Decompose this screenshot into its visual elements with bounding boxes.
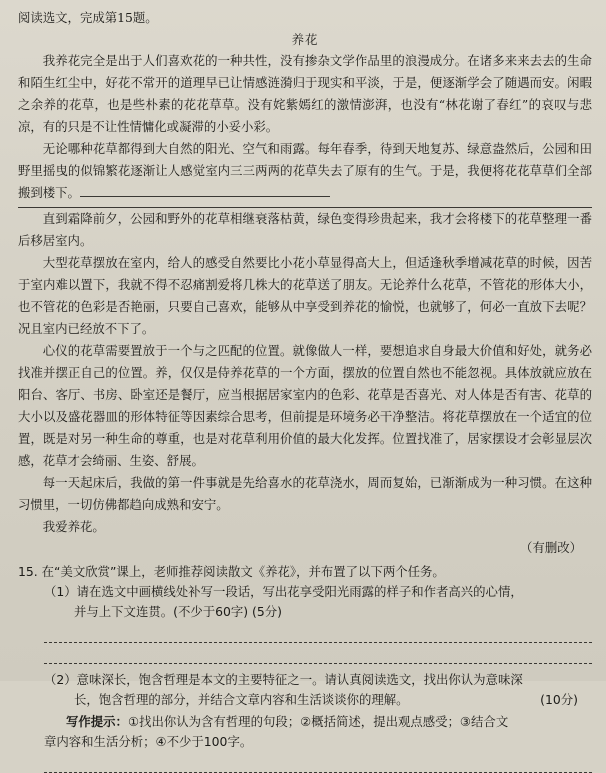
- task-2-line-2: 长，饱含哲理的部分，并结合文章内容和生活谈谈你的理解。: [74, 692, 409, 707]
- task-1: [18, 582, 592, 622]
- source-note: （有删改）: [520, 540, 582, 555]
- reading-instruction: 阅读选文，完成第15题。: [18, 10, 158, 25]
- essay-paragraph-4: 大型花草摆放在室内，给人的感受自然要比小花小草显得高大上，但适逢秋季增减花草的时候，因苦于室内难以置下，我就不得不忍痛割爱将几株大的花草送了朋友。无论养什么花草，不管花的形体大小，也不管花的色彩是否艳丽，只要自己喜欢，能够从中享受到养花的愉悦，也就够了，何必一直放下去呢？况且室内已经放不下了。: [18, 255, 592, 336]
- essay-paragraph-2: [18, 138, 592, 204]
- essay-paragraph-3: 直到霜降前夕，公园和野外的花草相继衰落枯黄，绿色变得珍贵起来，我才会将楼下的花草整理一番后移居室内。: [18, 211, 592, 248]
- task-2: [18, 670, 592, 710]
- task-2-line-2-wrap: [44, 690, 592, 710]
- task-2-line-1: （2）意味深长，饱含哲理是本文的主要特征之一。请认真阅读选文，找出你认为意味深: [44, 672, 523, 687]
- essay-paragraph-2-text: 无论哪种花草都得到大自然的阳光、空气和雨露。每年春季，待到天地复苏、绿意盎然后，公园和田野里摇曳的似锦繁花逐渐让人感觉室内三三两两的花草失去了原有的生气。于是，我便将花花草草们全部搬到楼下。: [18, 141, 592, 200]
- fill-in-blank-inline[interactable]: [80, 184, 330, 197]
- essay-title: 养花: [291, 32, 319, 47]
- writing-hint-line-2: 章内容和生活分析；④不少于100字。: [44, 734, 253, 749]
- essay-paragraph-6: 每一天起床后，我做的第一件事就是先给喜水的花草浇水，周而复始，已渐渐成为一种习惯。在这种习惯里，一切仿佛都趋向成熟和安宁。: [18, 475, 592, 512]
- task-2-points: (10分): [540, 692, 578, 707]
- task-1-answer-area[interactable]: [18, 642, 592, 664]
- writing-hint-line-1: ①找出你认为含有哲理的句段；②概括简述，提出观点感受；③结合文: [127, 714, 509, 729]
- essay-paragraph-7: 我爱养花。: [42, 519, 105, 534]
- question-15-prompt: 15. 在“美文欣赏”课上，老师推荐阅读散文《养花》，并布置了以下两个任务。: [18, 564, 445, 579]
- writing-hint: [18, 712, 592, 732]
- task-1-line-2: 并与上下文连贯。(不少于60字) (5分): [74, 604, 283, 619]
- essay-paragraph-1: 我养花完全是出于人们喜欢花的一种共性，没有掺杂文学作品里的浪漫成分。在诸多来来去去的生命和陌生红尘中，好花不常开的道理早已让情感涟漪归于现实和平淡，于是，便逐渐学会了随遇而安。闲暇之余养的花草，也是些朴素的花花草草。没有姹紫嫣红的激情澎湃，也没有“林花谢了春红”的哀叹与悲凉，有的只是不让性情慵化或凝滞的小妥小彩。: [18, 53, 592, 134]
- writing-hint-label: 写作提示：: [66, 714, 128, 729]
- task-1-line-1: （1）请在选文中画横线处补写一段话，写出花享受阳光雨露的样子和作者高兴的心情，: [44, 584, 523, 599]
- answer-line[interactable]: [44, 642, 592, 643]
- essay-paragraph-5: 心仪的花草需要置放于一个与之匹配的位置。就像做人一样，要想追求自身最大价值和好处，就务必找准并摆正自己的位置。养，仅仅是侍养花草的一个方面，摆放的位置自然也不能忽视。具体放就应放在阳台、客厅、书房、卧室还是餐厅，应当根据居家室内的色彩、花草是否喜光、对人体是否有害、花草的大小以及盛花器皿的形体特征等因素综合思考，但前提是环境务必干净整洁。将花草摆放在一个适宜的位置，既是对另一种生命的尊重，也是对花草利用价值的最大化发挥。位置找准了，居家摆设才会彰显层次感，花草才会绮丽、生姿、舒展。: [18, 343, 592, 468]
